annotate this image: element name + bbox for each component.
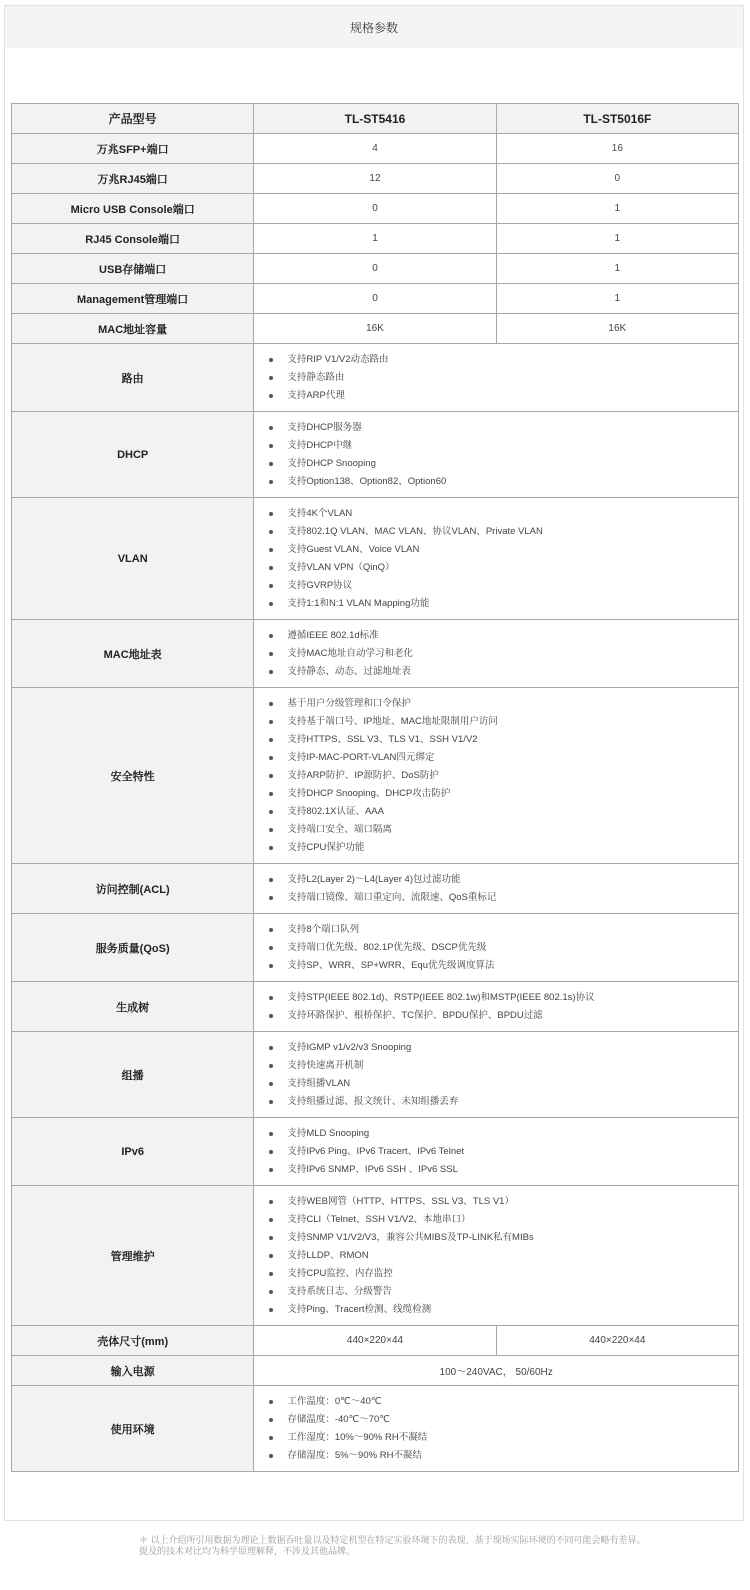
list-item: 支持STP(IEEE 802.1d)、RSTP(IEEE 802.1w)和MSTP(IEEE 802.1s)协议 bbox=[269, 989, 738, 1007]
feature-list-cell bbox=[254, 1386, 739, 1472]
row-label: MAC地址容量 bbox=[12, 314, 254, 344]
table-row bbox=[12, 412, 739, 498]
table-row bbox=[12, 194, 739, 224]
model-name: TL-ST5016F bbox=[496, 104, 738, 134]
row-label: 路由 bbox=[12, 344, 254, 412]
feature-list-cell bbox=[254, 1186, 739, 1326]
row-label: 访问控制(ACL) bbox=[12, 864, 254, 914]
list-item: 基于用户分级管理和口令保护 bbox=[269, 695, 738, 713]
row-value: 440×220×44 bbox=[496, 1326, 738, 1356]
row-label: Management管理端口 bbox=[12, 284, 254, 314]
column-label: 产品型号 bbox=[12, 104, 254, 134]
list-item: 支持HTTPS、SSL V3、TLS V1、SSH V1/V2 bbox=[269, 731, 738, 749]
list-item: 支持快速离开机制 bbox=[269, 1057, 738, 1075]
row-value: 12 bbox=[254, 164, 496, 194]
row-value: 0 bbox=[254, 284, 496, 314]
row-label: 安全特性 bbox=[12, 688, 254, 864]
list-item: 支持802.1Q VLAN、MAC VLAN、协议VLAN、Private VLAN bbox=[269, 523, 738, 541]
row-value: 1 bbox=[496, 284, 738, 314]
table-row bbox=[12, 344, 739, 412]
feature-list-cell bbox=[254, 982, 739, 1032]
table-header-row bbox=[12, 104, 739, 134]
table-row bbox=[12, 1356, 739, 1386]
feature-list bbox=[254, 1193, 738, 1319]
list-item: 支持端口镜像、端口重定向、流限速、QoS重标记 bbox=[269, 889, 738, 907]
list-item: 支持MLD Snooping bbox=[269, 1125, 738, 1143]
list-item: 支持Guest VLAN、Voice VLAN bbox=[269, 541, 738, 559]
row-label: VLAN bbox=[12, 498, 254, 620]
row-label: 万兆RJ45端口 bbox=[12, 164, 254, 194]
table-row bbox=[12, 1386, 739, 1472]
row-label: 使用环境 bbox=[12, 1386, 254, 1472]
feature-list-cell bbox=[254, 344, 739, 412]
list-item: 支持静态、动态、过滤地址表 bbox=[269, 663, 738, 681]
list-item: 支持组播过滤、报文统计、未知组播丢弃 bbox=[269, 1093, 738, 1111]
list-item: 存储湿度：5%～90% RH不凝结 bbox=[269, 1447, 738, 1465]
table-row bbox=[12, 134, 739, 164]
feature-list bbox=[254, 505, 738, 613]
row-label: USB存储端口 bbox=[12, 254, 254, 284]
list-item: 支持CLI（Telnet、SSH V1/V2、本地串口） bbox=[269, 1211, 738, 1229]
row-value: 16K bbox=[254, 314, 496, 344]
table-row bbox=[12, 1326, 739, 1356]
feature-list bbox=[254, 1039, 738, 1111]
row-value: 16 bbox=[496, 134, 738, 164]
row-value: 4 bbox=[254, 134, 496, 164]
spec-table bbox=[11, 103, 739, 1472]
row-value: 0 bbox=[254, 254, 496, 284]
list-item: 支持WEB网管（HTTP、HTTPS、SSL V3、TLS V1） bbox=[269, 1193, 738, 1211]
list-item: 支持DHCP服务器 bbox=[269, 419, 738, 437]
table-row bbox=[12, 688, 739, 864]
row-value: 1 bbox=[496, 194, 738, 224]
list-item: 支持环路保护、根桥保护、TC保护、BPDU保护、BPDU过滤 bbox=[269, 1007, 738, 1025]
table-row bbox=[12, 864, 739, 914]
feature-list bbox=[254, 419, 738, 491]
row-value: 1 bbox=[496, 224, 738, 254]
list-item: 支持端口安全、端口隔离 bbox=[269, 821, 738, 839]
feature-list bbox=[254, 695, 738, 857]
list-item: 支持端口优先级、802.1P优先级、DSCP优先级 bbox=[269, 939, 738, 957]
list-item: 支持VLAN VPN（QinQ） bbox=[269, 559, 738, 577]
row-label: IPv6 bbox=[12, 1118, 254, 1186]
model-name: TL-ST5416 bbox=[254, 104, 496, 134]
row-label: 输入电源 bbox=[12, 1356, 254, 1386]
disclaimer bbox=[139, 1535, 699, 1557]
feature-list bbox=[254, 627, 738, 681]
feature-list bbox=[254, 871, 738, 907]
disclaimer-line: ＊ 以上介绍所引用数据为理论上数据吞吐量以及特定机型在特定实验环境下的表现，基于现场实际环境的不同可能会略有差异。 bbox=[139, 1535, 646, 1545]
list-item: 支持IP-MAC-PORT-VLAN四元绑定 bbox=[269, 749, 738, 767]
list-item: 支持IPv6 SNMP、IPv6 SSH 、IPv6 SSL bbox=[269, 1161, 738, 1179]
list-item: 支持IGMP v1/v2/v3 Snooping bbox=[269, 1039, 738, 1057]
table-row bbox=[12, 1186, 739, 1326]
list-item: 支持静态路由 bbox=[269, 369, 738, 387]
feature-list bbox=[254, 1393, 738, 1465]
list-item: 遵循IEEE 802.1d标准 bbox=[269, 627, 738, 645]
feature-list-cell bbox=[254, 688, 739, 864]
row-value: 0 bbox=[254, 194, 496, 224]
list-item: 支持4K个VLAN bbox=[269, 505, 738, 523]
list-item: 支持ARP代理 bbox=[269, 387, 738, 405]
list-item: 支持LLDP、RMON bbox=[269, 1247, 738, 1265]
row-value: 100～240VAC， 50/60Hz bbox=[254, 1356, 739, 1386]
row-value: 1 bbox=[254, 224, 496, 254]
list-item: 支持CPU监控、内存监控 bbox=[269, 1265, 738, 1283]
list-item: 支持CPU保护功能 bbox=[269, 839, 738, 857]
table-row bbox=[12, 620, 739, 688]
row-value: 16K bbox=[496, 314, 738, 344]
list-item: 支持1:1和N:1 VLAN Mapping功能 bbox=[269, 595, 738, 613]
list-item: 支持组播VLAN bbox=[269, 1075, 738, 1093]
list-item: 支持ARP防护、IP源防护、DoS防护 bbox=[269, 767, 738, 785]
row-label: 壳体尺寸(mm) bbox=[12, 1326, 254, 1356]
table-row bbox=[12, 284, 739, 314]
list-item: 存储温度：-40℃～70℃ bbox=[269, 1411, 738, 1429]
list-item: 工作湿度：10%～90% RH不凝结 bbox=[269, 1429, 738, 1447]
table-row bbox=[12, 164, 739, 194]
list-item: 支持IPv6 Ping、IPv6 Tracert、IPv6 Telnet bbox=[269, 1143, 738, 1161]
list-item: 支持RIP V1/V2动态路由 bbox=[269, 351, 738, 369]
list-item: 支持DHCP中继 bbox=[269, 437, 738, 455]
feature-list-cell bbox=[254, 412, 739, 498]
feature-list bbox=[254, 921, 738, 975]
list-item: 支持DHCP Snooping bbox=[269, 455, 738, 473]
table-row bbox=[12, 982, 739, 1032]
list-item: 支持SNMP V1/V2/V3，兼容公共MIBS及TP-LINK私有MIBs bbox=[269, 1229, 738, 1247]
table-row bbox=[12, 914, 739, 982]
row-label: 万兆SFP+端口 bbox=[12, 134, 254, 164]
row-label: 生成树 bbox=[12, 982, 254, 1032]
feature-list-cell bbox=[254, 1032, 739, 1118]
row-value: 0 bbox=[496, 164, 738, 194]
table-row bbox=[12, 498, 739, 620]
row-label: 服务质量(QoS) bbox=[12, 914, 254, 982]
list-item: 支持L2(Layer 2)～L4(Layer 4)包过滤功能 bbox=[269, 871, 738, 889]
list-item: 工作温度：0℃～40℃ bbox=[269, 1393, 738, 1411]
table-row bbox=[12, 224, 739, 254]
table-row bbox=[12, 254, 739, 284]
list-item: 支持系统日志、分级警告 bbox=[269, 1283, 738, 1301]
feature-list-cell bbox=[254, 864, 739, 914]
table-row bbox=[12, 1032, 739, 1118]
row-label: Micro USB Console端口 bbox=[12, 194, 254, 224]
row-label: DHCP bbox=[12, 412, 254, 498]
row-label: MAC地址表 bbox=[12, 620, 254, 688]
list-item: 支持基于端口号、IP地址、MAC地址限制用户访问 bbox=[269, 713, 738, 731]
list-item: 支持GVRP协议 bbox=[269, 577, 738, 595]
feature-list-cell bbox=[254, 620, 739, 688]
feature-list-cell bbox=[254, 498, 739, 620]
row-label: 管理维护 bbox=[12, 1186, 254, 1326]
row-label: 组播 bbox=[12, 1032, 254, 1118]
disclaimer-line: 提及的技术对比均为科学原理解释，不涉及其他品牌。 bbox=[139, 1546, 356, 1556]
feature-list bbox=[254, 351, 738, 405]
list-item: 支持DHCP Snooping、DHCP攻击防护 bbox=[269, 785, 738, 803]
list-item: 支持802.1X认证、AAA bbox=[269, 803, 738, 821]
row-value: 1 bbox=[496, 254, 738, 284]
feature-list-cell bbox=[254, 914, 739, 982]
list-item: 支持MAC地址自动学习和老化 bbox=[269, 645, 738, 663]
list-item: 支持SP、WRR、SP+WRR、Equ优先级调度算法 bbox=[269, 957, 738, 975]
table-row bbox=[12, 314, 739, 344]
table-row bbox=[12, 1118, 739, 1186]
row-label: RJ45 Console端口 bbox=[12, 224, 254, 254]
spec-header bbox=[4, 5, 744, 49]
list-item: 支持Ping、Tracert检测、线缆检测 bbox=[269, 1301, 738, 1319]
feature-list-cell bbox=[254, 1118, 739, 1186]
spec-title: 规格参数 bbox=[349, 20, 398, 35]
list-item: 支持8个端口队列 bbox=[269, 921, 738, 939]
list-item: 支持Option138、Option82、Option60 bbox=[269, 473, 738, 491]
feature-list bbox=[254, 1125, 738, 1179]
row-value: 440×220×44 bbox=[254, 1326, 496, 1356]
feature-list bbox=[254, 989, 738, 1025]
